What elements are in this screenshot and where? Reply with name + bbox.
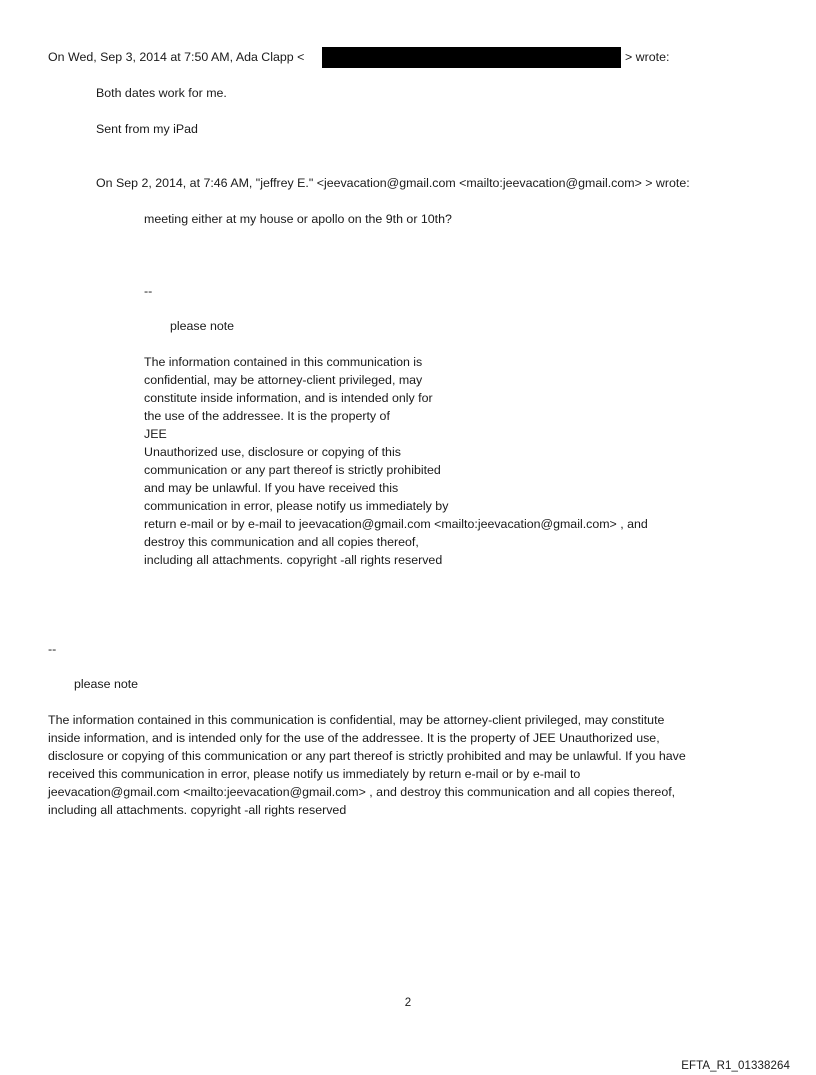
quoted-please-note: please note	[170, 319, 235, 333]
disclaimer-line: return e-mail or by e-mail to jeevacation@gmail.com <mailto:jeevacation@gmail.com> , and	[144, 517, 648, 531]
disclaimer-line: JEE	[144, 427, 167, 441]
bates-number: EFTA_R1_01338264	[681, 1060, 790, 1072]
reply-signature: Sent from my iPad	[96, 122, 198, 136]
disclaimer-line: jeevacation@gmail.com <mailto:jeevacation@gmail.com> , and destroy this communication and all copies thereof,	[48, 785, 676, 799]
email-header-prefix: On Wed, Sep 3, 2014 at 7:50 AM, Ada Clapp <	[48, 50, 305, 64]
quoted-body: meeting either at my house or apollo on the 9th or 10th?	[144, 212, 452, 226]
disclaimer-line: inside information, and is intended only for the use of the addressee. It is the property of JEE Unauthorized use,	[48, 731, 660, 745]
outer-please-note: please note	[74, 677, 139, 691]
outer-signature-dash: --	[48, 642, 57, 656]
disclaimer-line: disclosure or copying of this communication or any part thereof is strictly prohibited and may be unlawful. If you have	[48, 749, 686, 763]
reply-body: Both dates work for me.	[96, 86, 227, 100]
outer-disclaimer	[48, 711, 686, 819]
disclaimer-line: and may be unlawful. If you have received this	[144, 481, 399, 495]
disclaimer-line: The information contained in this communication is confidential, may be attorney-client privileged, may constitute	[48, 713, 665, 727]
disclaimer-line: the use of the addressee. It is the property of	[144, 409, 390, 423]
disclaimer-line: destroy this communication and all copies thereof,	[144, 535, 419, 549]
page-number: 2	[404, 997, 412, 1009]
quoted-signature-dash: --	[144, 284, 153, 298]
disclaimer-line: communication or any part thereof is strictly prohibited	[144, 463, 441, 477]
disclaimer-line: including all attachments. copyright -all rights reserved	[48, 803, 347, 817]
disclaimer-line: The information contained in this communication is	[144, 355, 423, 369]
disclaimer-line: Unauthorized use, disclosure or copying of this	[144, 445, 401, 459]
quoted-header: On Sep 2, 2014, at 7:46 AM, "jeffrey E." <jeevacation@gmail.com <mailto:jeevacation@gmail.com> > wrote:	[96, 176, 690, 190]
disclaimer-line: constitute inside information, and is intended only for	[144, 391, 433, 405]
email-header-line	[48, 48, 304, 66]
disclaimer-line: confidential, may be attorney-client privileged, may	[144, 373, 423, 387]
redaction-block	[322, 47, 621, 68]
email-header-suffix: > wrote:	[625, 50, 670, 64]
quoted-disclaimer	[144, 353, 648, 569]
disclaimer-line: received this communication in error, please notify us immediately by return e-mail or by e-mail to	[48, 767, 581, 781]
disclaimer-line: including all attachments. copyright -all rights reserved	[144, 553, 443, 567]
disclaimer-line: communication in error, please notify us immediately by	[144, 499, 449, 513]
